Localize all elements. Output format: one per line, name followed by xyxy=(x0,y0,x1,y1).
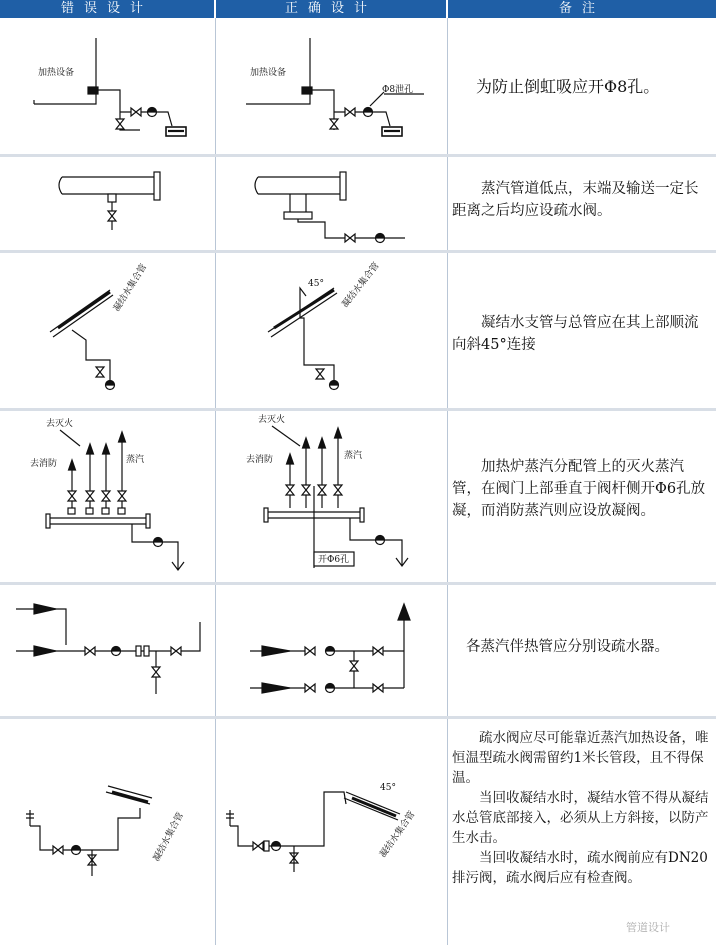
watermark: 管道设计 xyxy=(626,921,670,934)
note-text: 当回收凝结水时，凝结水管不得从凝结水总管底部接入，必须从上方斜接，以防产生水击。 xyxy=(452,790,709,846)
label-hole-8: Φ8泄孔 xyxy=(382,85,414,95)
label-to-fire: 去消防 xyxy=(246,455,274,465)
header-correct-design: 正确设计 xyxy=(216,0,448,18)
label-to-snuff: 去灭火 xyxy=(46,419,74,429)
label-steam: 蒸汽 xyxy=(344,451,363,461)
row1-correct-diagram xyxy=(246,38,424,136)
row4-correct-diagram xyxy=(246,413,408,568)
row5-correct-diagram xyxy=(250,604,410,693)
note-text: 当回收凝结水时，疏水阀前应有DN20排污阀，疏水阀后应有检查阀。 xyxy=(452,850,708,886)
header-note: 备注 xyxy=(448,0,716,18)
label-condensate-header: 凝结水集合管 xyxy=(151,811,187,864)
label-heating-equipment: 加热设备 xyxy=(250,68,287,78)
row6-wrong-diagram xyxy=(26,786,186,876)
note-text: 为防止倒虹吸应开Φ8孔。 xyxy=(476,77,660,96)
row6-correct-diagram xyxy=(226,783,417,872)
row1-wrong-diagram xyxy=(34,38,186,136)
note-text: 加热炉蒸汽分配管上的灭火蒸汽管，在阀门上部垂直于阀杆侧开Φ6孔放凝，而消防蒸汽则应设放凝阀。 xyxy=(452,459,706,519)
header-wrong-design: 错误设计 xyxy=(0,0,216,18)
row2-wrong-diagram xyxy=(59,172,160,230)
note-text: 疏水阀应尽可能靠近蒸汽加热设备，唯恒温型疏水阀需留约1米长管段，且不得保温。 xyxy=(452,730,709,786)
label-condensate-header: 凝结水集合管 xyxy=(378,809,418,860)
label-angle-45: 45° xyxy=(380,783,396,793)
label-to-fire: 去消防 xyxy=(30,459,58,469)
note-text: 凝结水支管与总管应在其上部顺流向斜45°连接 xyxy=(452,315,699,353)
label-to-snuff: 去灭火 xyxy=(258,415,286,425)
row4-wrong-diagram xyxy=(30,417,184,570)
row3-wrong-diagram xyxy=(50,261,149,389)
note-text: 各蒸汽伴热管应分别设疏水器。 xyxy=(466,639,669,655)
label-angle-45: 45° xyxy=(308,279,324,289)
row5-wrong-diagram xyxy=(16,604,200,694)
label-steam: 蒸汽 xyxy=(126,455,145,465)
note-text: 蒸汽管道低点，末端及输送一定长距离之后均应设疏水阀。 xyxy=(452,181,699,219)
label-open-hole: 开Φ6孔 xyxy=(318,555,350,565)
label-condensate-header: 凝结水集合管 xyxy=(340,261,382,310)
label-condensate-header: 凝结水集合管 xyxy=(112,262,150,314)
row3-correct-diagram xyxy=(268,260,382,390)
row2-correct-diagram xyxy=(255,172,405,243)
label-heating-equipment: 加热设备 xyxy=(38,68,75,78)
